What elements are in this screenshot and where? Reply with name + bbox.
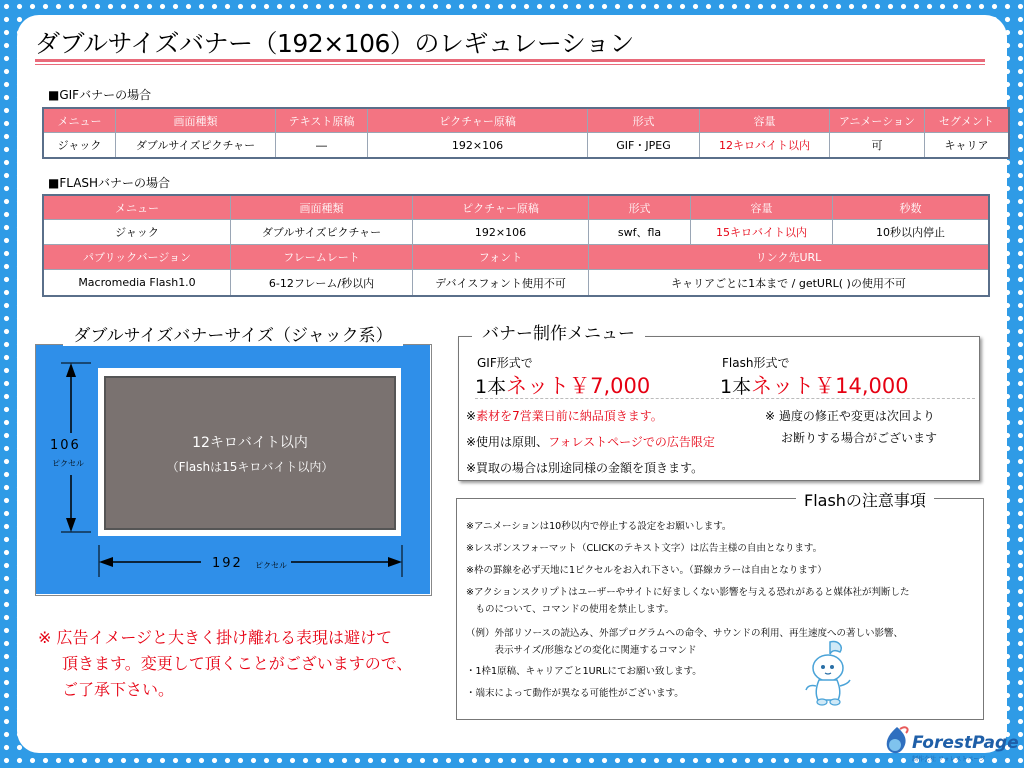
width-unit: ピクセル	[255, 561, 287, 570]
banner-flash-size-label: （Flashは15キロバイト以内）	[166, 460, 334, 474]
flash-note-line: ※レスポンスフォーマット（CLICKのテキスト文字）は広告主様の自由となります。	[466, 543, 823, 554]
gif-header-cell: メニュー	[44, 109, 116, 133]
gif-header-cell: セグメント	[925, 109, 1009, 133]
menu-note-3: ※買取の場合は別途同様の金額を頂きます。	[466, 461, 704, 475]
flash-note-line: ※アニメーションは10秒以内で停止する設定をお願いします。	[466, 521, 732, 532]
gif-price-label: GIF形式で	[477, 356, 533, 370]
gif-price-value: ネット￥7,000	[506, 374, 651, 398]
flash-data-cell: ジャック	[44, 220, 231, 245]
flash-data-cell: Macromedia Flash1.0	[44, 270, 231, 296]
menu-divider	[475, 398, 975, 400]
flash-data-cell: 10秒以内停止	[833, 220, 989, 245]
flash-header-cell: パブリックバージョン	[44, 245, 231, 270]
flash-spec-table	[43, 195, 989, 296]
note-highlight: フォレストページでの広告限定	[548, 435, 715, 449]
flash-header-cell: フォント	[413, 245, 589, 270]
height-value: 106	[50, 438, 81, 453]
left-warning-note	[38, 625, 438, 703]
flash-header-cell: 秒数	[833, 196, 989, 220]
gif-price	[475, 370, 650, 400]
flash-price	[720, 370, 909, 400]
warning-line: ご了承下さい。	[62, 680, 175, 699]
gif-data-cell: ダブルサイズピクチャー	[116, 133, 276, 158]
flash-section-heading: ■FLASHバナーの場合	[48, 176, 171, 190]
note-highlight: 素材を7営業日前に納品頂きます。	[476, 409, 663, 423]
flash-data-cell: デバイスフォント使用不可	[413, 270, 589, 296]
gif-data-cell: ジャック	[44, 133, 116, 158]
flash-note-line: ・1枠1原稿、キャリアごと1URLにてお願い致します。	[466, 666, 702, 677]
gif-data-cell: GIF・JPEG	[588, 133, 700, 158]
note-prefix: ※使用は原則、	[466, 435, 549, 449]
gif-header-cell: テキスト原稿	[276, 109, 368, 133]
gif-spec-table	[43, 108, 1009, 158]
flash-data-cell: swf、fla	[589, 220, 691, 245]
warning-line: ※ 広告イメージと大きく掛け離れる表現は避けて	[38, 628, 393, 647]
menu-note-2	[466, 433, 715, 450]
gif-header-cell: アニメーション	[830, 109, 925, 133]
flash-note-line: ※アクションスクリプトはユーザーやサイトに好ましくない影響を与える恐れがあると媒体社が判断した	[466, 587, 910, 598]
flash-data-cell: ダブルサイズピクチャー	[231, 220, 413, 245]
flash-header-cell: リンク先URL	[589, 245, 989, 270]
flash-note-line: （例）外部リソースの読込み、外部プログラムへの命令、サウンドの利用、再生速度への著しい影響、	[466, 628, 904, 639]
gif-count: 1本	[475, 376, 507, 398]
flash-data-cell: キャリアごとに1本まで / getURL( )の使用不可	[589, 270, 989, 296]
banner-menu-title: バナー制作メニュー	[472, 319, 645, 344]
menu-note-1	[466, 407, 663, 424]
gif-header-cell: 形式	[588, 109, 700, 133]
flash-count: 1本	[720, 376, 752, 398]
width-value: 192	[212, 556, 243, 571]
flash-header-cell: 容量	[691, 196, 833, 220]
banner-size-label: 12キロバイト以内	[192, 435, 308, 451]
height-unit: ピクセル	[52, 459, 84, 468]
title-underline	[35, 59, 985, 62]
flash-data-cell: 6-12フレーム/秒以内	[231, 270, 413, 296]
flash-header-cell: 画面種類	[231, 196, 413, 220]
forestpage-logo-subtitle: 制作会社 フォレストページ	[912, 756, 986, 763]
gif-section-heading: ■GIFバナーの場合	[48, 88, 152, 102]
warning-line: 頂きます。変更して頂くことがございますので、	[62, 654, 413, 673]
flash-note-line: ものについて、コマンドの使用を禁止します。	[466, 604, 674, 615]
gif-data-cell: 192×106	[368, 133, 588, 158]
diagram-title-text: ダブルサイズバナーサイズ（ジャック系）	[63, 326, 402, 346]
title-underline-thin	[35, 64, 985, 65]
flash-data-cell: 192×106	[413, 220, 589, 245]
flash-header-cell: ピクチャー原稿	[413, 196, 589, 220]
forestpage-logo-icon	[882, 725, 912, 763]
gif-data-cell: ―	[276, 133, 368, 158]
gif-header-cell: ピクチャー原稿	[368, 109, 588, 133]
flash-header-cell: フレームレート	[231, 245, 413, 270]
page-title: ダブルサイズバナー（192×106）のレギュレーション	[35, 29, 634, 58]
flash-header-cell: 形式	[589, 196, 691, 220]
flash-note-line: ※枠の罫線を必ず天地に1ピクセルをお入れ下さい。（罫線カラーは自由となります）	[466, 565, 827, 576]
gif-data-cell: 可	[830, 133, 925, 158]
flash-header-cell: メニュー	[44, 196, 231, 220]
forestpage-logo[interactable]: ForestPage	[912, 733, 1019, 753]
gif-header-cell: 画面種類	[116, 109, 276, 133]
mascot-illustration	[804, 640, 854, 708]
menu-note-4-line1: ※ 過度の修正や変更は次回より	[765, 409, 935, 423]
gif-data-cell: キャリア	[925, 133, 1009, 158]
flash-price-value: ネット￥14,000	[751, 374, 909, 398]
flash-note-line: 表示サイズ/形態などの変化に関連するコマンド	[466, 645, 697, 656]
gif-data-cell-capacity: 12キロバイト以内	[700, 133, 830, 158]
flash-notes-title: Flashの注意事項	[796, 488, 934, 511]
diagram-title	[37, 321, 429, 346]
gif-header-cell: 容量	[700, 109, 830, 133]
flash-price-label: Flash形式で	[722, 356, 790, 370]
flash-data-cell-capacity: 15キロバイト以内	[691, 220, 833, 245]
note-prefix: ※	[466, 409, 477, 423]
flash-note-line: ・端末によって動作が異なる可能性がございます。	[466, 688, 684, 699]
menu-note-4-line2: お断りする場合がございます	[781, 431, 938, 445]
